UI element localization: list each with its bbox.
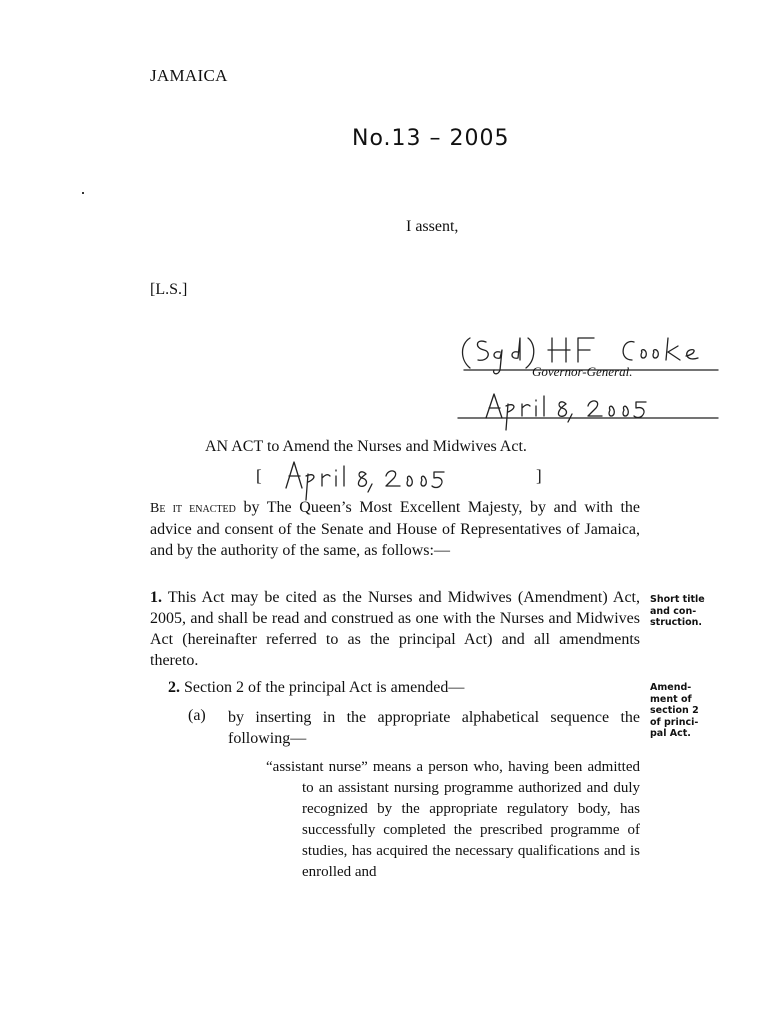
bracket-close: ] xyxy=(536,466,542,485)
section-1-text: This Act may be cited as the Nurses and Midwives (Amendment) Act, 2005, and shall be read and construed as one with the Nurses and Midwives Act (hereinafter referred to as the principal Act) and all amendments thereto. xyxy=(150,589,640,669)
country-heading: JAMAICA xyxy=(150,66,228,85)
governor-general-title: Governor-General. xyxy=(532,364,633,379)
paragraph-a-label: (a) xyxy=(188,707,206,724)
section-2-text: Section 2 of the principal Act is amended— xyxy=(180,679,465,696)
stray-mark xyxy=(82,192,84,194)
act-long-title: AN ACT to Amend the Nurses and Midwives Act. xyxy=(205,438,527,455)
definition-assistant-nurse xyxy=(266,757,640,883)
paragraph-a-text: by inserting in the appropriate alphabetical sequence the following— xyxy=(228,709,640,747)
section-2 xyxy=(168,677,638,698)
enacting-clause xyxy=(150,497,640,561)
enacting-lead: Be it enacted xyxy=(150,501,236,516)
section-2-margin-note: Amend-ment of section 2 of princi-pal Act. xyxy=(650,682,699,739)
section-1 xyxy=(150,587,640,671)
assent-text: I assent, xyxy=(406,218,459,235)
definition-text: “assistant nurse” means a person who, having been admitted to an assistant nursing programme authorized and duly recognized by the appropriate regulatory body, has successfully completed the prescribed programme of studies, has acquired the necessary qualifications and is enrolled and xyxy=(266,759,640,880)
signature-date-handwritten xyxy=(456,388,726,436)
seal-label: [L.S.] xyxy=(150,281,188,298)
act-number: No.13 – 2005 xyxy=(352,126,510,151)
section-1-number: 1. xyxy=(150,589,162,606)
bracket-open: [ xyxy=(256,466,262,485)
section-1-margin-note: Short title and con-struction. xyxy=(650,594,705,628)
section-2-number: 2. xyxy=(168,679,180,696)
enacting-text: by The Queen’s Most Excellent Majesty, by and with the advice and consent of the Senate and House of Representatives of Jamaica, and by the authority of the same, as follows:— xyxy=(150,499,641,559)
